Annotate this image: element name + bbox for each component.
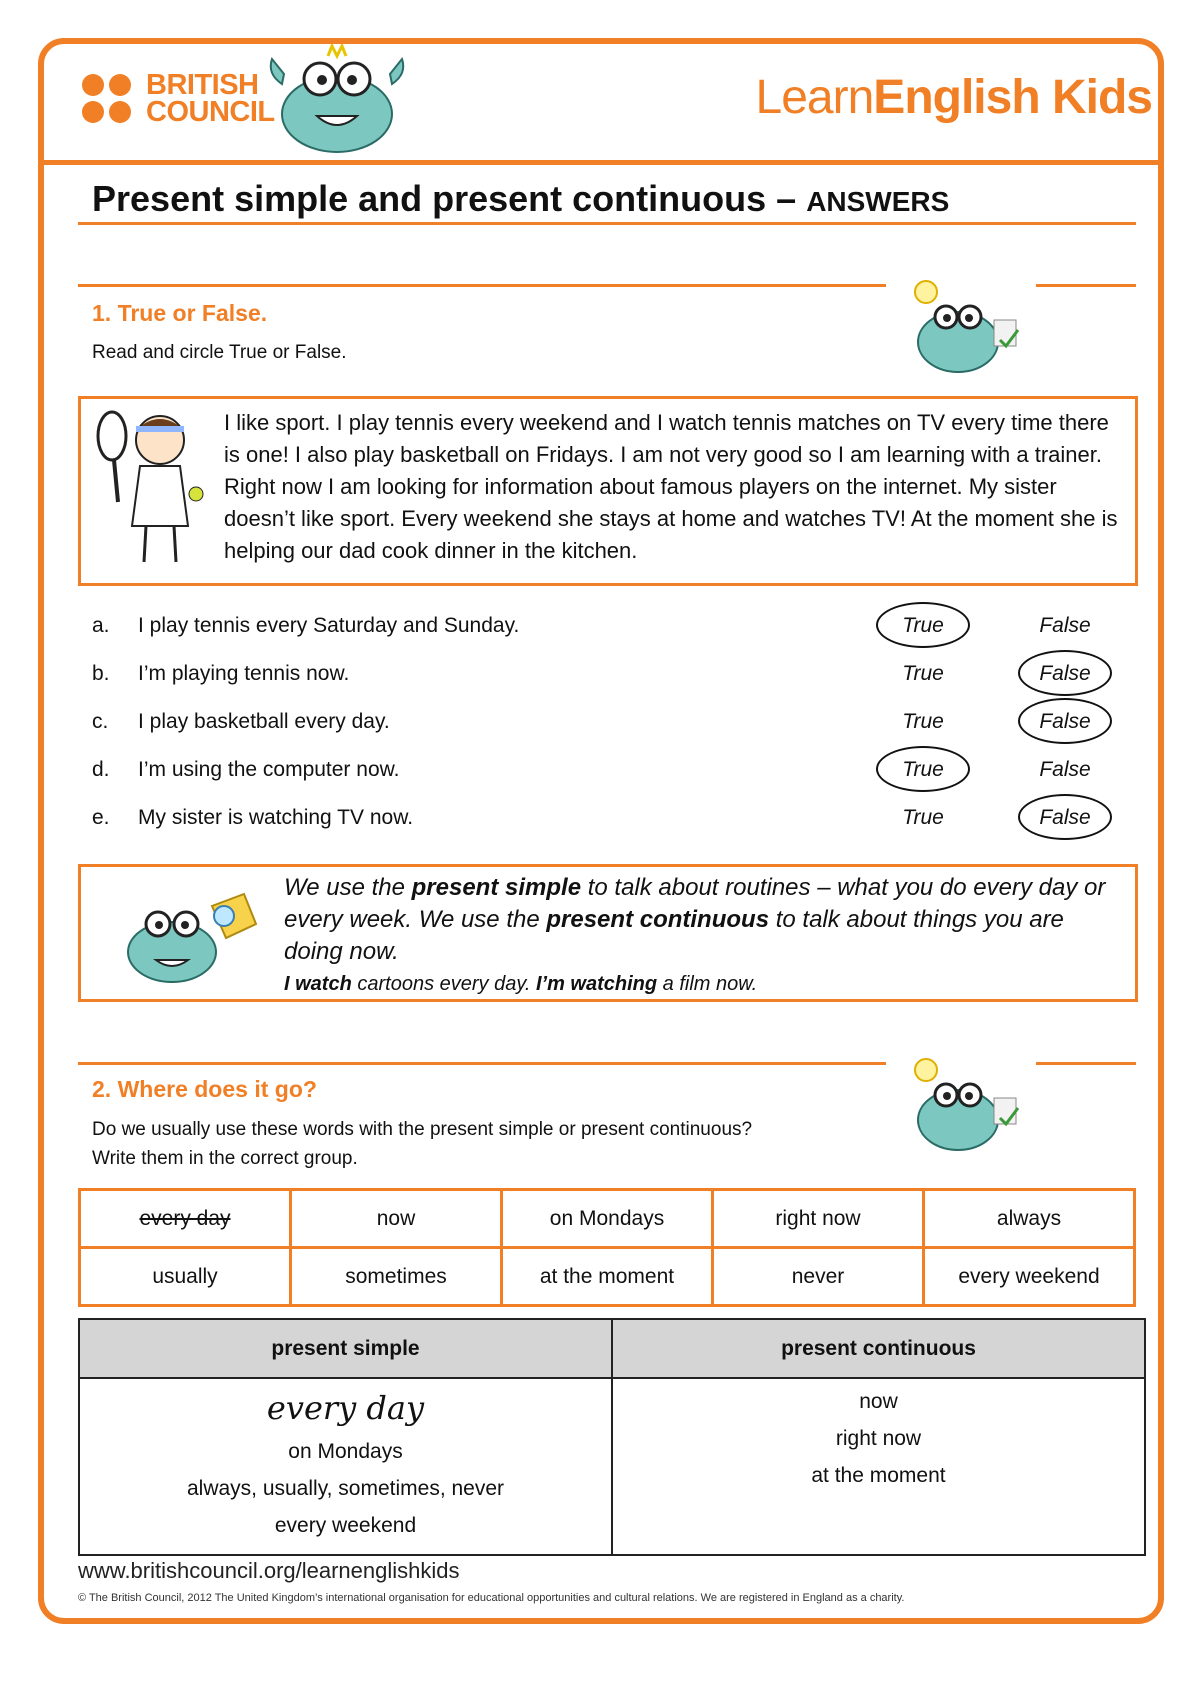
answer-circle — [1018, 794, 1112, 840]
question-text: I play basketball every day. — [138, 710, 390, 733]
story-text: I like sport. I play tennis every weekend and I watch tennis matches on TV every time there is one! I also play basketball on Fridays. I am not very good so I am learning with a trainer. Right now I am looking for information about famous players on the internet. My sister doesn’t like sport. Every weekend she stays at home and watches TV! At the moment she is helping our dad cook dinner in the kitchen. — [224, 410, 1118, 563]
false-option[interactable]: False — [1039, 662, 1091, 685]
british-council-logo-icon — [80, 72, 138, 126]
word-cell: now — [291, 1190, 502, 1248]
word-bank-row — [80, 1190, 1135, 1248]
idea-mascot-icon — [116, 880, 266, 986]
question-text: My sister is watching TV now. — [138, 806, 414, 829]
question-text: I’m playing tennis now. — [138, 662, 350, 685]
answer-item: now — [859, 1390, 898, 1413]
section2-rule-right — [1036, 1062, 1136, 1065]
section1-heading: 1. True or False. — [92, 300, 268, 326]
false-option[interactable]: False — [1039, 710, 1091, 733]
word-cell: right now — [713, 1190, 924, 1248]
true-option[interactable]: True — [902, 614, 944, 637]
footer-copyright: © The British Council, 2012 The United Kingdom’s international organisation for educational opportunities and cultural relations. We are registered in England as a charity. — [78, 1592, 905, 1604]
handwritten-answer: every day — [266, 1389, 425, 1427]
false-option[interactable]: False — [1039, 614, 1091, 637]
question-letter: d. — [92, 758, 110, 781]
word-bank — [78, 1188, 1136, 1307]
word-cell: never — [713, 1248, 924, 1306]
word-cell: every day — [80, 1190, 291, 1248]
present-simple-cell — [79, 1378, 612, 1555]
british-council-wordmark: BRITISH COUNCIL — [146, 69, 275, 128]
word-cell: always — [924, 1190, 1135, 1248]
question-letter: b. — [92, 662, 110, 685]
answer-item: right now — [835, 1427, 922, 1450]
question-text: I play tennis every Saturday and Sunday. — [138, 614, 520, 637]
answer-item: at the moment — [811, 1464, 946, 1487]
mascot-icon — [262, 44, 412, 154]
present-continuous-header: present continuous — [612, 1319, 1145, 1378]
word-cell: usually — [80, 1248, 291, 1306]
question-letter: e. — [92, 806, 110, 829]
true-option[interactable]: True — [902, 662, 944, 685]
tennis-girl-icon — [92, 406, 212, 578]
answer-item: on Mondays — [288, 1440, 403, 1463]
true-option[interactable]: True — [902, 710, 944, 733]
answer-table — [78, 1318, 1146, 1556]
present-continuous-cell — [612, 1378, 1145, 1555]
question-text: I’m using the computer now. — [138, 758, 400, 781]
section1-rule-right — [1036, 284, 1136, 287]
word-cell: every weekend — [924, 1248, 1135, 1306]
true-option[interactable]: True — [902, 758, 944, 781]
word-bank-row — [80, 1248, 1135, 1306]
word-cell: on Mondays — [502, 1190, 713, 1248]
rule-text: We use the present simple to talk about routines – what you do every day or every week. We use the present continuous to talk about things you are doing now. I watch cartoons every day. I’m watching a film now. — [284, 872, 1124, 1000]
answer-circle — [1018, 698, 1112, 744]
word-cell: at the moment — [502, 1248, 713, 1306]
learnenglish-kids-wordmark: LearnEnglish Kids — [755, 71, 1152, 124]
header-divider — [38, 160, 1164, 165]
section1-rule — [78, 284, 886, 287]
page-title: Present simple and present continuous – ANSWERS — [92, 178, 950, 219]
answer-circle — [876, 602, 970, 648]
footer-url[interactable]: www.britishcouncil.org/learnenglishkids — [78, 1558, 460, 1583]
answer-item: every weekend — [274, 1514, 417, 1537]
question-letter: a. — [92, 614, 110, 637]
true-option[interactable]: True — [902, 806, 944, 829]
thinking-mascot-icon-2 — [896, 1050, 1026, 1155]
answer-item: always, usually, sometimes, never — [186, 1477, 505, 1500]
false-option[interactable]: False — [1039, 806, 1091, 829]
section1-instruction: Read and circle True or False. — [92, 342, 347, 363]
false-option[interactable]: False — [1039, 758, 1091, 781]
title-underline — [78, 222, 1136, 225]
thinking-mascot-icon — [896, 272, 1026, 377]
word-cell: sometimes — [291, 1248, 502, 1306]
section2-rule — [78, 1062, 886, 1065]
rule-example: I watch cartoons every day. I’m watching a film now. — [284, 973, 758, 995]
question-letter: c. — [92, 710, 109, 733]
answer-circle — [1018, 650, 1112, 696]
present-simple-header: present simple — [79, 1319, 612, 1378]
answer-circle — [876, 746, 970, 792]
section2-heading: 2. Where does it go? — [92, 1076, 317, 1102]
section2-instruction: Do we usually use these words with the present simple or present continuous? Write them in the correct group. — [92, 1119, 753, 1169]
